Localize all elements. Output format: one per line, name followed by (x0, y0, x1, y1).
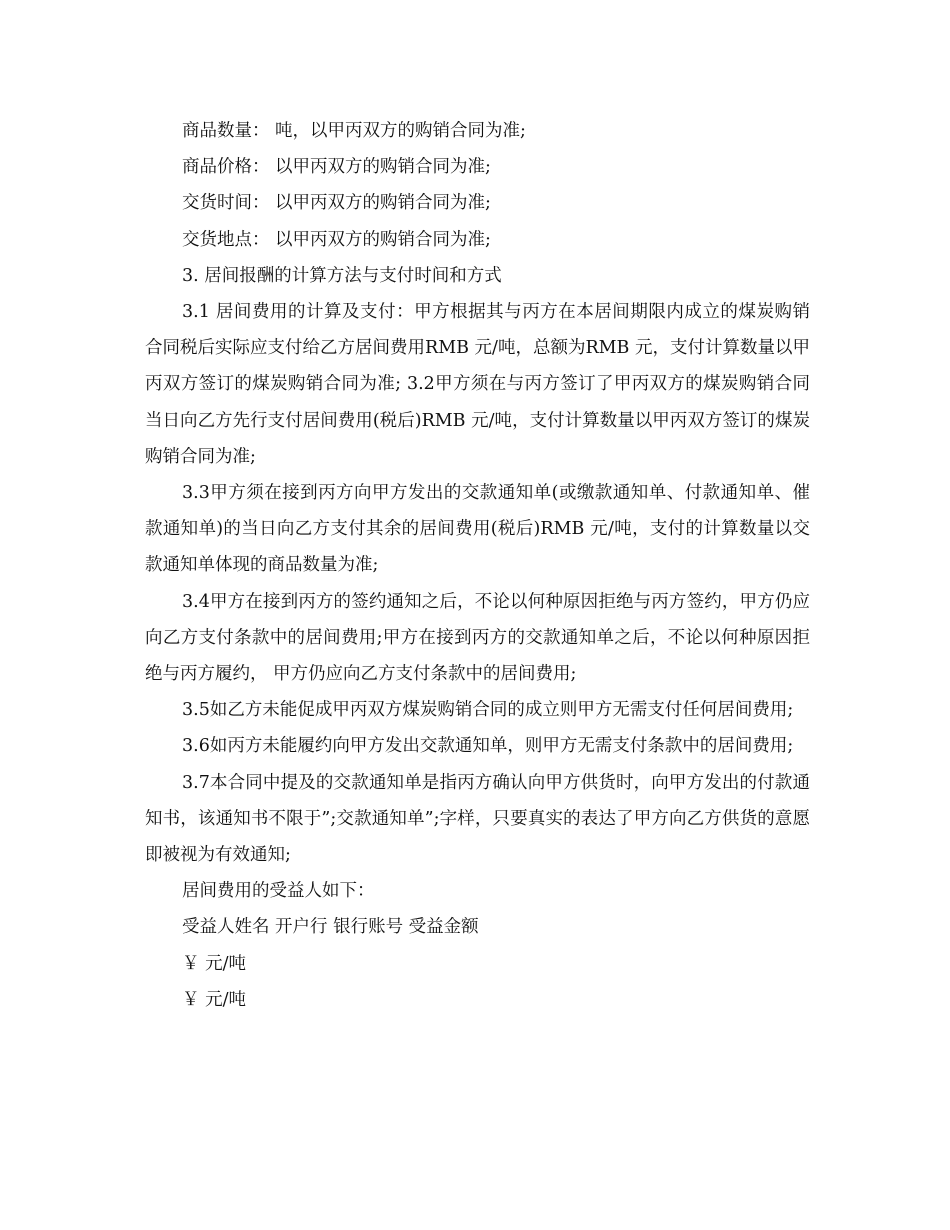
document-body (145, 113, 810, 1018)
beneficiary-row: ￥ 元/吨 (182, 989, 246, 1010)
section-3-heading: 3. 居间报酬的计算方法与支付时间和方式 (182, 265, 502, 286)
clause-delivery-time: 交货时间： 以甲丙双方的购销合同为准; (182, 193, 491, 214)
beneficiary-row: ￥ 元/吨 (182, 953, 246, 974)
clause-3-4: 3.4甲方在接到丙方的签约通知之后，不论以何种原因拒绝与丙方签约，甲方仍应向乙方支付条款中的居间费用;甲方在接到丙方的交款通知单之后，不论以何种原因拒绝与丙方履约， 甲方仍应向乙方支付条款中的居间费用; (145, 591, 810, 685)
clause-3-7: 3.7本合同中提及的交款通知单是指丙方确认向甲方供货时，向甲方发出的付款通知书，该通知书不限于”;交款通知单”;字样，只要真实的表达了甲方向乙方供货的意愿即被视为有效通知; (145, 772, 810, 866)
clause-3-1: 3.1 居间费用的计算及支付：甲方根据其与丙方在本居间期限内成立的煤炭购销合同税后实际应支付给乙方居间费用RMB 元/吨，总额为RMB 元，支付计算数量以甲丙双方签订的煤炭购销合同为准; 3.2甲方须在与丙方签订了甲丙双方的煤炭购销合同当日向乙方先行支付居间费用(税后)RMB 元/吨，支付计算数量以甲丙双方签订的煤炭购销合同为准; (145, 302, 810, 467)
clause-quantity: 商品数量： 吨，以甲丙双方的购销合同为准; (182, 121, 526, 141)
clause-delivery-place: 交货地点： 以甲丙双方的购销合同为准; (182, 229, 491, 250)
clause-price: 商品价格： 以甲丙双方的购销合同为准; (182, 157, 491, 178)
clause-3-3: 3.3甲方须在接到丙方向甲方发出的交款通知单(或缴款通知单、付款通知单、催款通知单)的当日向乙方支付其余的居间费用(税后)RMB 元/吨，支付的计算数量以交款通知单体现的商品数量为准; (145, 483, 810, 576)
clause-3-6: 3.6如丙方未能履约向甲方发出交款通知单，则甲方无需支付条款中的居间费用; (182, 736, 794, 757)
beneficiary-table-header: 受益人姓名 开户行 银行账号 受益金额 (182, 917, 479, 938)
beneficiary-intro: 居间费用的受益人如下： (182, 881, 375, 902)
clause-3-5: 3.5如乙方未能促成甲丙双方煤炭购销合同的成立则甲方无需支付任何居间费用; (182, 700, 794, 721)
